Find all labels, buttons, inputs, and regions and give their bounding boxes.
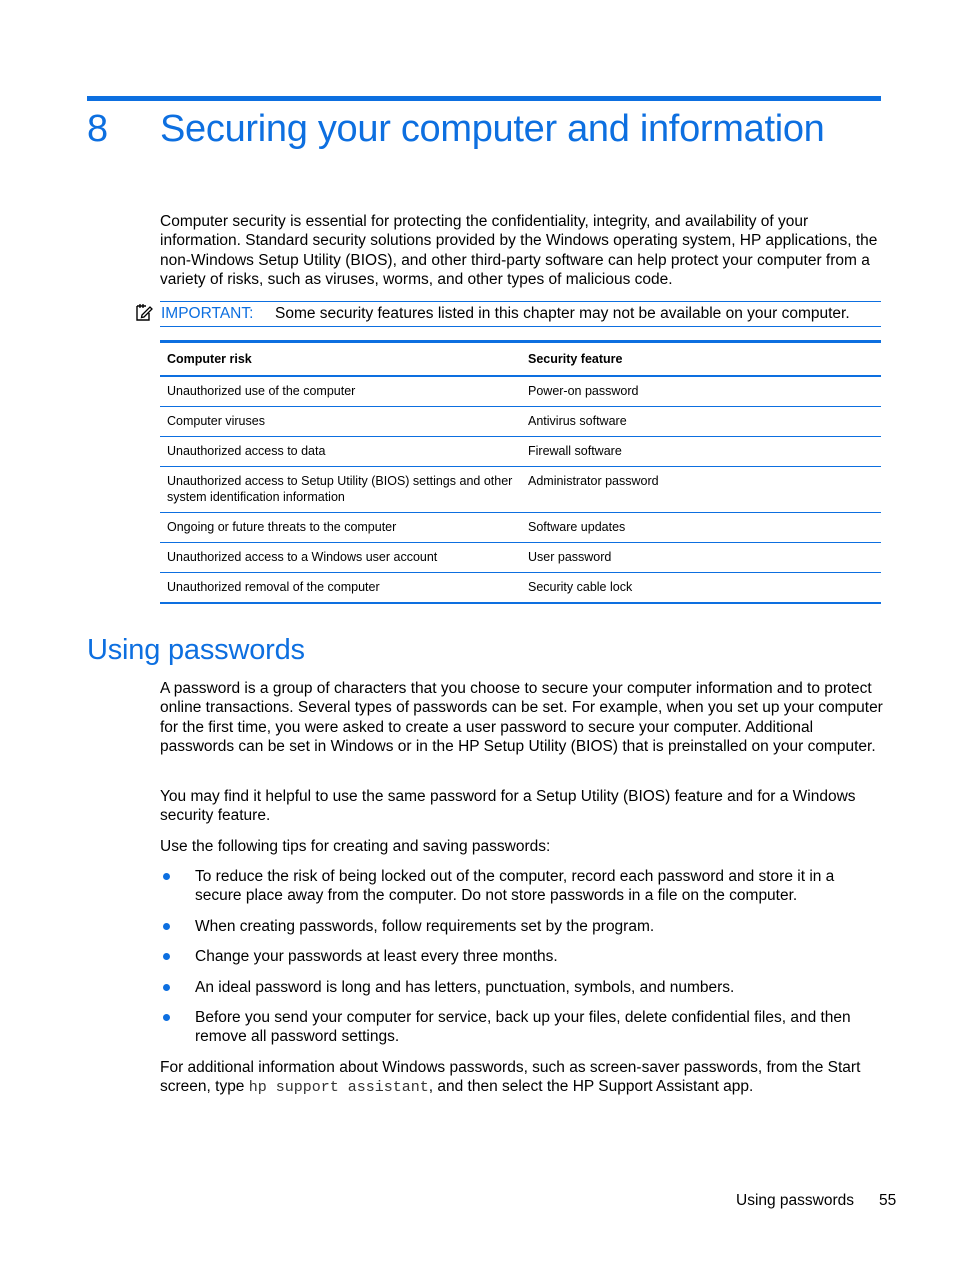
list-item — [160, 1008, 884, 1047]
important-label: IMPORTANT: — [161, 305, 254, 322]
p4-command: hp support assistant — [248, 1079, 429, 1097]
passwords-paragraph-1: A password is a group of characters that you choose to secure your computer information and to protect online transactions. Several types of passwords can be set. For example, when you set up your computer for the first time, you were asked to create a user password to secure your computer. Additional passwords can be set in Windows or in the HP Setup Utility (BIOS) that is preinstalled on your computer. — [160, 680, 883, 756]
list-item-text: An ideal password is long and has letters, punctuation, symbols, and numbers. — [195, 978, 735, 996]
bullet-dot-icon — [163, 873, 170, 880]
table-cell-risk: Unauthorized access to a Windows user account — [160, 543, 521, 573]
p4-app-name: HP Support Assistant — [572, 1078, 719, 1096]
passwords-paragraph-2: You may find it helpful to use the same password for a Setup Utility (BIOS) feature and for a Windows security feature. — [160, 788, 856, 825]
bullet-dot-icon — [163, 923, 170, 930]
passwords-paragraph-4 — [160, 1058, 884, 1098]
table-cell-feature: Firewall software — [521, 437, 881, 467]
table-header-feature: Security feature — [528, 352, 623, 366]
table-cell-risk: Unauthorized access to data — [160, 437, 521, 467]
security-risk-table — [160, 340, 881, 604]
bullet-dot-icon — [163, 984, 170, 991]
table-cell-risk: Unauthorized removal of the computer — [160, 573, 521, 604]
footer-page-number: 55 — [879, 1192, 897, 1209]
password-tips-list — [160, 867, 884, 1058]
table-row — [160, 543, 881, 573]
chapter-number: 8 — [87, 108, 109, 150]
intro-paragraph: Computer security is essential for protecting the confidentiality, integrity, and availability of your information. Standard security solutions provided by the Windows operating system, HP applications, the non-Windows Setup Utility (BIOS), and other third-party software can help protect your computer from a variety of risks, such as viruses, worms, and other types of malicious code. — [160, 213, 878, 289]
list-item-text: Change your passwords at least every three months. — [195, 948, 558, 966]
list-item — [160, 917, 884, 936]
list-item — [160, 947, 884, 966]
list-item — [160, 978, 884, 997]
table-cell-feature: Administrator password — [521, 467, 881, 513]
table-row — [160, 573, 881, 604]
important-text: Some security features listed in this chapter may not be available on your computer. — [275, 305, 850, 322]
p4-text-middle: , and then select the — [428, 1078, 573, 1096]
list-item-text: Before you send your computer for service, back up your files, delete confidential files, and then remove all password settings. — [195, 1009, 851, 1046]
table-row — [160, 467, 881, 513]
table-header-risk: Computer risk — [167, 352, 252, 366]
note-pencil-icon — [134, 303, 154, 323]
table-cell-feature: Software updates — [521, 513, 881, 543]
list-item-text: When creating passwords, follow requirements set by the program. — [195, 917, 655, 935]
chapter-rule — [87, 96, 881, 101]
list-item — [160, 867, 884, 906]
footer-section-label: Using passwords — [736, 1192, 855, 1209]
section-heading: Using passwords — [87, 634, 305, 666]
list-item-text: To reduce the risk of being locked out of the computer, record each password and store it in a secure place away from the computer. Do not store passwords in a file on the computer. — [195, 868, 835, 905]
passwords-paragraph-3: Use the following tips for creating and saving passwords: — [160, 838, 551, 855]
bullet-dot-icon — [163, 953, 170, 960]
table-cell-feature: Power-on password — [521, 376, 881, 407]
table-row — [160, 407, 881, 437]
table-row — [160, 513, 881, 543]
table-cell-risk: Unauthorized access to Setup Utility (BIOS) settings and other system identification information — [160, 467, 521, 513]
table-row — [160, 437, 881, 467]
table-cell-risk: Unauthorized use of the computer — [160, 376, 521, 407]
table-cell-risk: Computer viruses — [160, 407, 521, 437]
table-cell-feature: Security cable lock — [521, 573, 881, 604]
p4-text-before: For additional information about Windows passwords, such as screen-saver passwords, from the Start screen, type — [160, 1059, 861, 1096]
table-cell-feature: Antivirus software — [521, 407, 881, 437]
table-row — [160, 376, 881, 407]
table-header-row — [160, 342, 881, 377]
bullet-dot-icon — [163, 1014, 170, 1021]
table-cell-risk: Ongoing or future threats to the computer — [160, 513, 521, 543]
chapter-title: Securing your computer and information — [160, 108, 825, 150]
p4-text-after: app. — [718, 1078, 754, 1096]
table-cell-feature: User password — [521, 543, 881, 573]
